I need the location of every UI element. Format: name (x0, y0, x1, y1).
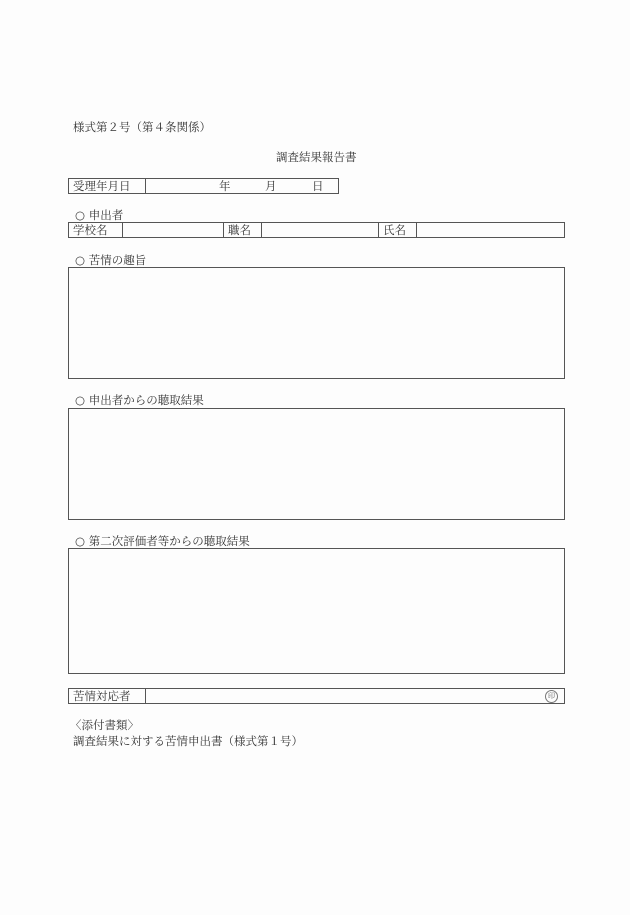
name-field[interactable] (417, 223, 564, 237)
evaluator-hearing-field[interactable] (68, 548, 565, 674)
attachments-heading: 〈添付書類〉 (70, 718, 139, 732)
page-title: 調査結果報告書 (276, 150, 357, 164)
received-day-field[interactable] (277, 179, 317, 193)
applicant-hearing-heading: ○ 申出者からの聴取結果 (75, 393, 204, 407)
complaint-field[interactable] (68, 267, 565, 379)
form-number: 様式第２号（第４条関係） (73, 120, 211, 134)
position-field[interactable] (262, 223, 379, 237)
complaint-heading: ○ 苦情の趣旨 (75, 253, 147, 267)
received-date-label: 受理年月日 (69, 179, 146, 193)
applicant-hearing-field[interactable] (68, 408, 565, 520)
day-label: 日 (312, 179, 324, 193)
handler-row (68, 688, 565, 704)
name-label: 氏名 (379, 223, 417, 237)
position-label: 職名 (224, 223, 262, 237)
handler-field[interactable] (146, 689, 564, 703)
applicant-row (68, 222, 565, 238)
seal-icon: 印 (545, 690, 558, 703)
evaluator-hearing-heading: ○ 第二次評価者等からの聴取結果 (75, 534, 250, 548)
received-date-row (68, 178, 339, 194)
year-label: 年 (219, 179, 231, 193)
attachment-item: 調査結果に対する苦情申出書（様式第１号） (73, 734, 303, 748)
school-label: 学校名 (69, 223, 123, 237)
applicant-heading: ○ 申出者 (75, 208, 124, 222)
month-label: 月 (265, 179, 277, 193)
school-field[interactable] (123, 223, 224, 237)
handler-label: 苦情対応者 (69, 689, 146, 703)
